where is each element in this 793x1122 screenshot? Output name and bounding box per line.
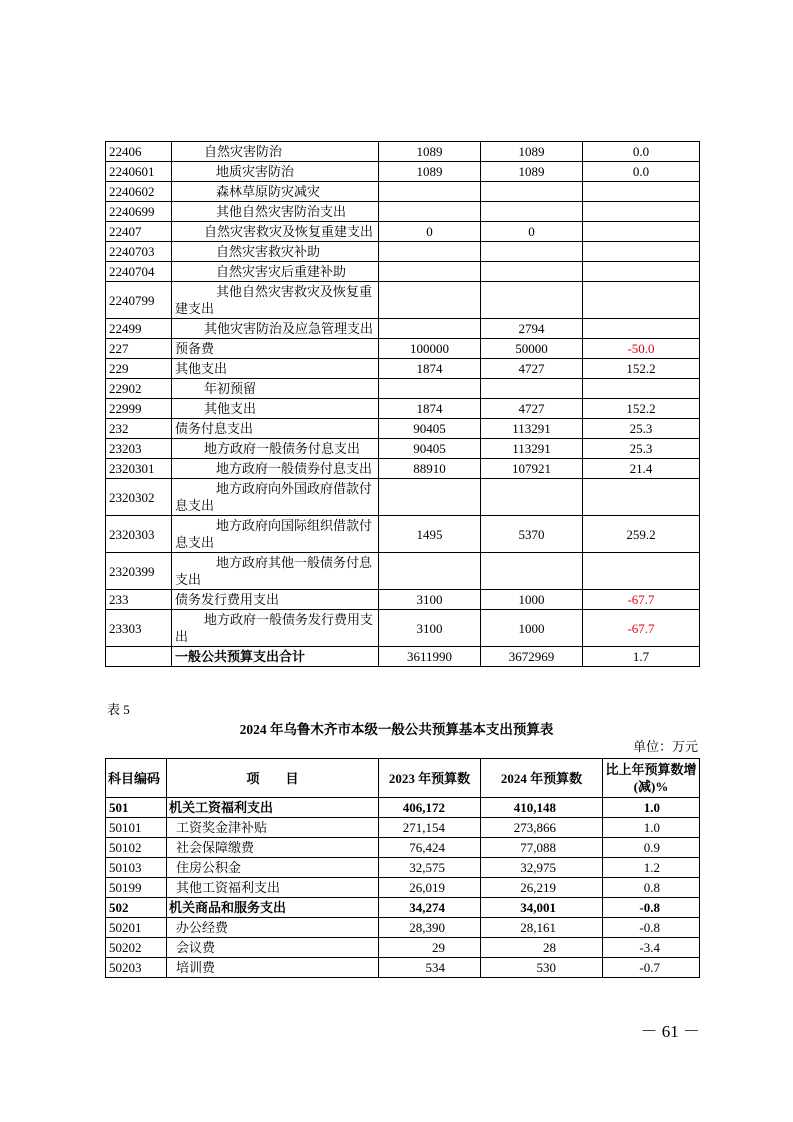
current-year-budget-cell: 2794 (481, 319, 583, 339)
change-percent-cell: -67.7 (583, 590, 700, 610)
prior-year-budget-cell: 1089 (379, 162, 481, 182)
item-name-cell: 自然灾害救灾及恢复重建支出 (172, 222, 379, 242)
subject-code-cell: 2320301 (106, 459, 172, 479)
item-name-cell: 其他支出 (172, 399, 379, 419)
current-year-budget-cell: 1089 (481, 142, 583, 162)
table-row (106, 610, 700, 647)
change-percent-cell: 25.3 (583, 419, 700, 439)
prior-year-budget-cell: 3100 (379, 610, 481, 647)
subject-code-cell (106, 647, 172, 667)
subject-code-cell: 2240601 (106, 162, 172, 182)
header-change-percent: 比上年预算数增(减)% (603, 759, 700, 798)
table-row (106, 516, 700, 553)
current-year-budget-cell: 113291 (481, 439, 583, 459)
current-year-budget-cell: 0 (481, 222, 583, 242)
basic-expenditure-table (105, 758, 700, 978)
subject-code-cell: 50101 (106, 818, 167, 838)
table-body (106, 798, 700, 978)
table-header (106, 759, 700, 798)
table-row (106, 339, 700, 359)
prior-year-budget-cell: 406,172 (379, 798, 481, 818)
subject-code-cell: 2320303 (106, 516, 172, 553)
current-year-budget-cell: 530 (481, 958, 603, 978)
subject-code-cell: 22407 (106, 222, 172, 242)
change-percent-cell: 1.7 (583, 647, 700, 667)
prior-year-budget-cell (379, 262, 481, 282)
change-percent-cell: -50.0 (583, 339, 700, 359)
page-number: － 61 － (640, 1022, 700, 1041)
item-name-cell: 办公经费 (167, 918, 379, 938)
change-percent-cell (583, 202, 700, 222)
subject-code-cell: 50102 (106, 838, 167, 858)
item-name-cell: 会议费 (167, 938, 379, 958)
change-percent-cell: 1.2 (603, 858, 700, 878)
item-name-cell: 自然灾害灾后重建补助 (172, 262, 379, 282)
prior-year-budget-cell: 28,390 (379, 918, 481, 938)
item-name-cell: 地方政府向国际组织借款付息支出 (172, 516, 379, 553)
current-year-budget-cell: 4727 (481, 359, 583, 379)
prior-year-budget-cell: 100000 (379, 339, 481, 359)
current-year-budget-cell: 34,001 (481, 898, 603, 918)
change-percent-cell (583, 242, 700, 262)
table-row (106, 399, 700, 419)
table-title: 2024 年乌鲁木齐市本级一般公共预算基本支出预算表 (239, 722, 554, 737)
header-prior-year-budget: 2023 年预算数 (379, 759, 481, 798)
subject-code-cell: 50103 (106, 858, 167, 878)
table-row (106, 590, 700, 610)
table-row (106, 262, 700, 282)
prior-year-budget-cell (379, 202, 481, 222)
item-name-cell: 工资奖金津补贴 (167, 818, 379, 838)
change-percent-cell: 0.8 (603, 878, 700, 898)
change-percent-cell: -0.7 (603, 958, 700, 978)
change-percent-cell: 1.0 (603, 798, 700, 818)
prior-year-budget-cell (379, 319, 481, 339)
table-row (106, 798, 700, 818)
subject-code-cell: 23203 (106, 439, 172, 459)
current-year-budget-cell (481, 282, 583, 319)
current-year-budget-cell (481, 202, 583, 222)
header-item: 项 目 (167, 759, 379, 798)
table-row (106, 142, 700, 162)
item-name-cell: 其他自然灾害防治支出 (172, 202, 379, 222)
table-row (106, 479, 700, 516)
header-current-year-budget: 2024 年预算数 (481, 759, 603, 798)
change-percent-cell (583, 282, 700, 319)
item-name-cell: 债务付息支出 (172, 419, 379, 439)
subject-code-cell: 233 (106, 590, 172, 610)
change-percent-cell: 152.2 (583, 359, 700, 379)
item-name-cell: 其他工资福利支出 (167, 878, 379, 898)
current-year-budget-cell: 113291 (481, 419, 583, 439)
prior-year-budget-cell: 534 (379, 958, 481, 978)
item-name-cell: 地方政府一般债务付息支出 (172, 439, 379, 459)
change-percent-cell: 259.2 (583, 516, 700, 553)
table-row (106, 202, 700, 222)
expenditure-table-continued (105, 141, 700, 667)
item-name-cell: 地方政府其他一般债务付息支出 (172, 553, 379, 590)
current-year-budget-cell: 4727 (481, 399, 583, 419)
table-row (106, 439, 700, 459)
item-name-cell: 培训费 (167, 958, 379, 978)
item-name-cell: 机关商品和服务支出 (167, 898, 379, 918)
change-percent-cell: 25.3 (583, 439, 700, 459)
current-year-budget-cell: 1000 (481, 590, 583, 610)
current-year-budget-cell (481, 553, 583, 590)
subject-code-cell: 50203 (106, 958, 167, 978)
item-name-cell: 地方政府一般债务发行费用支出 (172, 610, 379, 647)
subject-code-cell: 2240799 (106, 282, 172, 319)
subject-code-cell: 501 (106, 798, 167, 818)
header-row (106, 759, 700, 798)
current-year-budget-cell: 107921 (481, 459, 583, 479)
change-percent-cell (583, 479, 700, 516)
current-year-budget-cell (481, 182, 583, 202)
change-percent-cell: 1.0 (603, 818, 700, 838)
subject-code-cell: 2240703 (106, 242, 172, 262)
prior-year-budget-cell: 3100 (379, 590, 481, 610)
current-year-budget-cell: 26,219 (481, 878, 603, 898)
subject-code-cell: 22902 (106, 379, 172, 399)
table-row (106, 379, 700, 399)
unit-label: 单位：万元 (632, 739, 698, 754)
change-percent-cell: 0.0 (583, 142, 700, 162)
item-name-cell: 其他灾害防治及应急管理支出 (172, 319, 379, 339)
subject-code-cell: 227 (106, 339, 172, 359)
table-row (106, 242, 700, 262)
table-row (106, 858, 700, 878)
change-percent-cell (583, 262, 700, 282)
table-row (106, 647, 700, 667)
item-name-cell: 地方政府一般债券付息支出 (172, 459, 379, 479)
change-percent-cell: 0.0 (583, 162, 700, 182)
current-year-budget-cell (481, 262, 583, 282)
change-percent-cell (583, 319, 700, 339)
change-percent-cell: 152.2 (583, 399, 700, 419)
prior-year-budget-cell (379, 553, 481, 590)
prior-year-budget-cell: 88910 (379, 459, 481, 479)
prior-year-budget-cell: 1874 (379, 359, 481, 379)
prior-year-budget-cell (379, 242, 481, 262)
table-row (106, 958, 700, 978)
item-name-cell: 年初预留 (172, 379, 379, 399)
prior-year-budget-cell: 90405 (379, 439, 481, 459)
subject-code-cell: 22406 (106, 142, 172, 162)
table-row (106, 818, 700, 838)
change-percent-cell: 0.9 (603, 838, 700, 858)
subject-code-cell: 2320302 (106, 479, 172, 516)
current-year-budget-cell: 410,148 (481, 798, 603, 818)
subject-code-cell: 22999 (106, 399, 172, 419)
item-name-cell: 债务发行费用支出 (172, 590, 379, 610)
current-year-budget-cell: 32,975 (481, 858, 603, 878)
table-row (106, 918, 700, 938)
change-percent-cell (583, 182, 700, 202)
change-percent-cell: 21.4 (583, 459, 700, 479)
table-caption: 表 5 (107, 702, 130, 717)
table-row (106, 898, 700, 918)
item-name-cell: 预备费 (172, 339, 379, 359)
subject-code-cell: 23303 (106, 610, 172, 647)
change-percent-cell: -3.4 (603, 938, 700, 958)
subject-code-cell: 22499 (106, 319, 172, 339)
current-year-budget-cell (481, 242, 583, 262)
table-row (106, 222, 700, 242)
subject-code-cell: 2240704 (106, 262, 172, 282)
table-row (106, 359, 700, 379)
subject-code-cell: 50199 (106, 878, 167, 898)
subject-code-cell: 232 (106, 419, 172, 439)
prior-year-budget-cell: 1495 (379, 516, 481, 553)
change-percent-cell (583, 553, 700, 590)
prior-year-budget-cell (379, 479, 481, 516)
current-year-budget-cell: 28 (481, 938, 603, 958)
subject-code-cell: 502 (106, 898, 167, 918)
current-year-budget-cell: 1089 (481, 162, 583, 182)
prior-year-budget-cell: 34,274 (379, 898, 481, 918)
current-year-budget-cell: 77,088 (481, 838, 603, 858)
subject-code-cell: 50201 (106, 918, 167, 938)
prior-year-budget-cell (379, 379, 481, 399)
current-year-budget-cell: 273,866 (481, 818, 603, 838)
subject-code-cell: 2320399 (106, 553, 172, 590)
subject-code-cell: 229 (106, 359, 172, 379)
item-name-cell: 地质灾害防治 (172, 162, 379, 182)
prior-year-budget-cell: 3611990 (379, 647, 481, 667)
prior-year-budget-cell: 26,019 (379, 878, 481, 898)
prior-year-budget-cell: 32,575 (379, 858, 481, 878)
item-name-cell: 社会保障缴费 (167, 838, 379, 858)
header-subject-code: 科目编码 (106, 759, 167, 798)
table-row (106, 938, 700, 958)
table-row (106, 182, 700, 202)
subject-code-cell: 50202 (106, 938, 167, 958)
subject-code-cell: 2240602 (106, 182, 172, 202)
prior-year-budget-cell: 76,424 (379, 838, 481, 858)
item-name-cell: 其他自然灾害救灾及恢复重建支出 (172, 282, 379, 319)
change-percent-cell (583, 222, 700, 242)
item-name-cell: 住房公积金 (167, 858, 379, 878)
prior-year-budget-cell: 90405 (379, 419, 481, 439)
current-year-budget-cell (481, 379, 583, 399)
prior-year-budget-cell: 1089 (379, 142, 481, 162)
prior-year-budget-cell (379, 282, 481, 319)
table-row (106, 319, 700, 339)
item-name-cell: 机关工资福利支出 (167, 798, 379, 818)
current-year-budget-cell: 1000 (481, 610, 583, 647)
item-name-cell: 地方政府向外国政府借款付息支出 (172, 479, 379, 516)
prior-year-budget-cell: 271,154 (379, 818, 481, 838)
change-percent-cell: -0.8 (603, 918, 700, 938)
table-row (106, 459, 700, 479)
table-row (106, 878, 700, 898)
item-name-cell: 其他支出 (172, 359, 379, 379)
prior-year-budget-cell: 29 (379, 938, 481, 958)
item-name-cell: 森林草原防灾减灾 (172, 182, 379, 202)
prior-year-budget-cell (379, 182, 481, 202)
current-year-budget-cell: 5370 (481, 516, 583, 553)
item-name-cell: 自然灾害防治 (172, 142, 379, 162)
table-row (106, 553, 700, 590)
current-year-budget-cell: 50000 (481, 339, 583, 359)
table-row (106, 838, 700, 858)
current-year-budget-cell (481, 479, 583, 516)
table-row (106, 162, 700, 182)
subject-code-cell: 2240699 (106, 202, 172, 222)
change-percent-cell: -0.8 (603, 898, 700, 918)
current-year-budget-cell: 28,161 (481, 918, 603, 938)
current-year-budget-cell: 3672969 (481, 647, 583, 667)
table-row (106, 282, 700, 319)
table-body (106, 142, 700, 667)
table-row (106, 419, 700, 439)
change-percent-cell: -67.7 (583, 610, 700, 647)
prior-year-budget-cell: 0 (379, 222, 481, 242)
item-name-cell: 一般公共预算支出合计 (172, 647, 379, 667)
item-name-cell: 自然灾害救灾补助 (172, 242, 379, 262)
prior-year-budget-cell: 1874 (379, 399, 481, 419)
change-percent-cell (583, 379, 700, 399)
